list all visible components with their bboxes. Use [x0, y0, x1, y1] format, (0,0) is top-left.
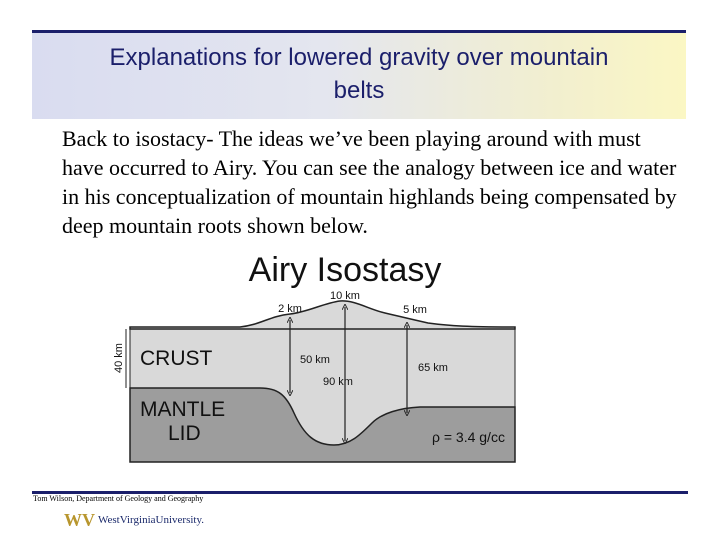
body-paragraph: Back to isostacy- The ideas we’ve been playing around with must have occurred to Airy. You can see the analogy between ice and water in his conceptualization of mountain highlands being compensated by deep mountain roots shown below. — [62, 126, 677, 238]
wvu-logo — [64, 509, 204, 531]
footer-credit: Tom Wilson, Department of Geology and Geography — [33, 494, 204, 503]
mountain-topography — [130, 301, 515, 329]
slide-title — [32, 41, 686, 107]
depth-right-label: 65 km — [418, 362, 448, 374]
side-scale-label: 40 km — [113, 343, 125, 373]
wvu-flying-wv-icon: WV — [64, 509, 95, 530]
title-banner — [32, 30, 686, 119]
slide-title-line-1: Explanations for lowered gravity over mountain — [109, 44, 609, 71]
depth-left-label: 50 km — [300, 354, 330, 366]
airy-isostasy-diagram — [110, 245, 530, 467]
elevation-right-label: 5 km — [403, 304, 427, 316]
airy-isostasy-figure — [110, 245, 530, 467]
density-label: ρ = 3.4 g/cc — [432, 429, 505, 445]
depth-center-label: 90 km — [323, 376, 353, 388]
crust-label: CRUST — [140, 347, 213, 370]
elevation-peak-label: 10 km — [330, 290, 360, 302]
figure-title: Airy Isostasy — [248, 251, 442, 289]
elevation-left-label: 2 km — [278, 303, 302, 315]
mantle-label: MANTLE — [140, 398, 226, 421]
slide-title-line-2: belts — [333, 77, 385, 104]
lid-label: LID — [168, 422, 201, 445]
wvu-logo-text: WestVirginiaUniversity. — [98, 514, 204, 526]
